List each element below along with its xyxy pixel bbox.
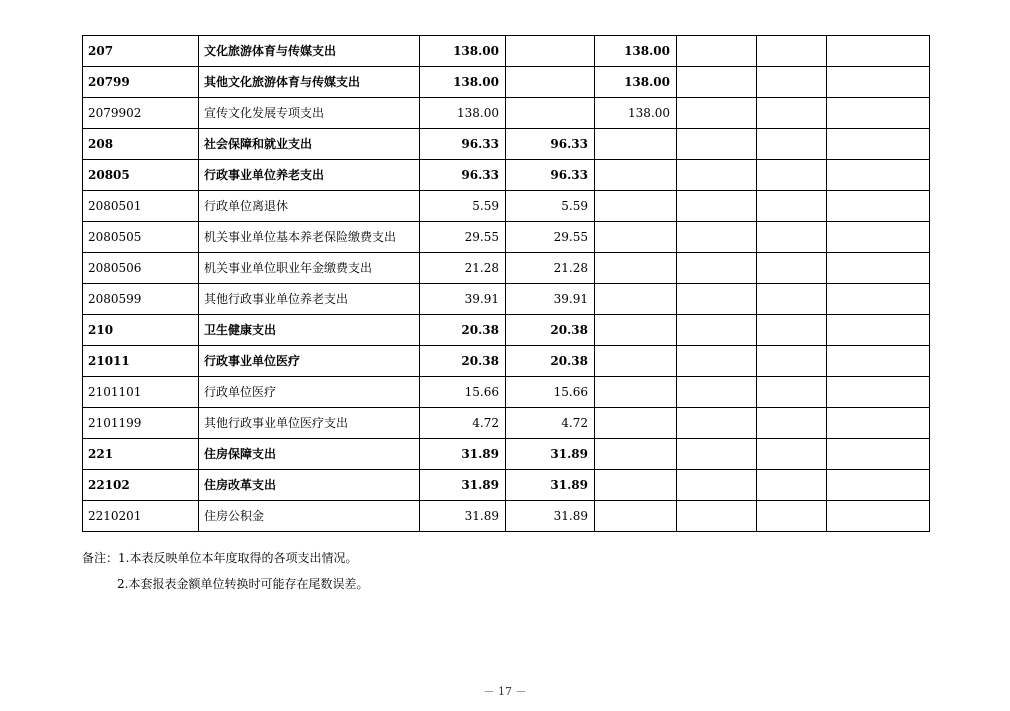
cell-col8 bbox=[827, 346, 930, 377]
cell-total: 31.89 bbox=[420, 470, 506, 501]
cell-code: 2210201 bbox=[83, 501, 199, 532]
cell-project bbox=[595, 377, 677, 408]
cell-total: 138.00 bbox=[420, 98, 506, 129]
cell-total: 20.38 bbox=[420, 346, 506, 377]
cell-name: 社会保障和就业支出 bbox=[199, 129, 420, 160]
cell-project bbox=[595, 191, 677, 222]
cell-col6 bbox=[677, 191, 757, 222]
page-number: － 17 － bbox=[483, 685, 527, 698]
cell-col7 bbox=[757, 222, 827, 253]
cell-project bbox=[595, 160, 677, 191]
table-row bbox=[83, 222, 930, 253]
cell-col8 bbox=[827, 160, 930, 191]
note-line-2: 2.本套报表金额单位转换时可能存在尾数误差。 bbox=[117, 577, 369, 591]
cell-name: 卫生健康支出 bbox=[199, 315, 420, 346]
cell-col7 bbox=[757, 284, 827, 315]
cell-col6 bbox=[677, 129, 757, 160]
cell-name: 其他文化旅游体育与传媒支出 bbox=[199, 67, 420, 98]
cell-basic bbox=[506, 36, 595, 67]
table-row bbox=[83, 346, 930, 377]
cell-project bbox=[595, 315, 677, 346]
cell-total: 29.55 bbox=[420, 222, 506, 253]
cell-name: 行政单位医疗 bbox=[199, 377, 420, 408]
table-row bbox=[83, 191, 930, 222]
cell-project bbox=[595, 439, 677, 470]
cell-col8 bbox=[827, 191, 930, 222]
cell-col6 bbox=[677, 160, 757, 191]
cell-code: 22102 bbox=[83, 470, 199, 501]
cell-col6 bbox=[677, 98, 757, 129]
cell-col7 bbox=[757, 253, 827, 284]
cell-project: 138.00 bbox=[595, 98, 677, 129]
cell-basic: 20.38 bbox=[506, 315, 595, 346]
cell-code: 210 bbox=[83, 315, 199, 346]
cell-col8 bbox=[827, 315, 930, 346]
cell-col6 bbox=[677, 222, 757, 253]
table-row bbox=[83, 470, 930, 501]
cell-basic: 20.38 bbox=[506, 346, 595, 377]
cell-code: 2079902 bbox=[83, 98, 199, 129]
cell-col6 bbox=[677, 439, 757, 470]
cell-code: 2080505 bbox=[83, 222, 199, 253]
cell-col6 bbox=[677, 346, 757, 377]
cell-col8 bbox=[827, 284, 930, 315]
cell-total: 4.72 bbox=[420, 408, 506, 439]
cell-name: 机关事业单位基本养老保险缴费支出 bbox=[199, 222, 420, 253]
cell-code: 20805 bbox=[83, 160, 199, 191]
cell-col7 bbox=[757, 408, 827, 439]
cell-code: 21011 bbox=[83, 346, 199, 377]
cell-col8 bbox=[827, 408, 930, 439]
cell-total: 15.66 bbox=[420, 377, 506, 408]
cell-col7 bbox=[757, 470, 827, 501]
cell-basic: 39.91 bbox=[506, 284, 595, 315]
cell-basic bbox=[506, 98, 595, 129]
cell-col8 bbox=[827, 98, 930, 129]
cell-total: 96.33 bbox=[420, 129, 506, 160]
cell-code: 2080506 bbox=[83, 253, 199, 284]
cell-col8 bbox=[827, 129, 930, 160]
cell-col7 bbox=[757, 67, 827, 98]
cell-basic: 4.72 bbox=[506, 408, 595, 439]
cell-col6 bbox=[677, 253, 757, 284]
cell-col8 bbox=[827, 222, 930, 253]
cell-col7 bbox=[757, 315, 827, 346]
cell-basic: 96.33 bbox=[506, 160, 595, 191]
table-row bbox=[83, 67, 930, 98]
cell-col7 bbox=[757, 439, 827, 470]
cell-basic: 31.89 bbox=[506, 470, 595, 501]
cell-col6 bbox=[677, 377, 757, 408]
cell-project bbox=[595, 222, 677, 253]
cell-col8 bbox=[827, 253, 930, 284]
cell-code: 20799 bbox=[83, 67, 199, 98]
cell-col7 bbox=[757, 191, 827, 222]
cell-basic: 31.89 bbox=[506, 439, 595, 470]
cell-col8 bbox=[827, 501, 930, 532]
expenditure-table bbox=[82, 35, 930, 532]
notes bbox=[82, 545, 368, 597]
cell-basic: 29.55 bbox=[506, 222, 595, 253]
cell-col8 bbox=[827, 36, 930, 67]
cell-basic: 31.89 bbox=[506, 501, 595, 532]
cell-total: 31.89 bbox=[420, 501, 506, 532]
table-row bbox=[83, 36, 930, 67]
cell-name: 文化旅游体育与传媒支出 bbox=[199, 36, 420, 67]
cell-code: 2101101 bbox=[83, 377, 199, 408]
cell-col7 bbox=[757, 377, 827, 408]
cell-col7 bbox=[757, 160, 827, 191]
cell-basic: 5.59 bbox=[506, 191, 595, 222]
cell-col7 bbox=[757, 36, 827, 67]
table-row bbox=[83, 98, 930, 129]
cell-col6 bbox=[677, 284, 757, 315]
cell-col6 bbox=[677, 67, 757, 98]
cell-code: 2080501 bbox=[83, 191, 199, 222]
cell-col8 bbox=[827, 470, 930, 501]
cell-name: 机关事业单位职业年金缴费支出 bbox=[199, 253, 420, 284]
cell-project bbox=[595, 346, 677, 377]
cell-col6 bbox=[677, 501, 757, 532]
cell-basic bbox=[506, 67, 595, 98]
cell-name: 住房公积金 bbox=[199, 501, 420, 532]
table-row bbox=[83, 129, 930, 160]
cell-col7 bbox=[757, 501, 827, 532]
cell-name: 行政事业单位养老支出 bbox=[199, 160, 420, 191]
table-body bbox=[83, 36, 930, 532]
cell-code: 221 bbox=[83, 439, 199, 470]
table-row bbox=[83, 377, 930, 408]
cell-col6 bbox=[677, 36, 757, 67]
cell-project bbox=[595, 408, 677, 439]
cell-name: 住房改革支出 bbox=[199, 470, 420, 501]
cell-col7 bbox=[757, 346, 827, 377]
cell-col6 bbox=[677, 470, 757, 501]
cell-total: 31.89 bbox=[420, 439, 506, 470]
cell-total: 39.91 bbox=[420, 284, 506, 315]
cell-project bbox=[595, 470, 677, 501]
cell-project: 138.00 bbox=[595, 67, 677, 98]
cell-total: 20.38 bbox=[420, 315, 506, 346]
cell-col6 bbox=[677, 408, 757, 439]
table-row bbox=[83, 408, 930, 439]
cell-total: 96.33 bbox=[420, 160, 506, 191]
cell-basic: 15.66 bbox=[506, 377, 595, 408]
cell-project bbox=[595, 284, 677, 315]
cell-project bbox=[595, 253, 677, 284]
note-line-1: 备注：1.本表反映单位本年度取得的各项支出情况。 bbox=[82, 551, 358, 565]
cell-code: 207 bbox=[83, 36, 199, 67]
cell-col8 bbox=[827, 377, 930, 408]
table-row bbox=[83, 315, 930, 346]
cell-name: 行政单位离退休 bbox=[199, 191, 420, 222]
cell-total: 138.00 bbox=[420, 67, 506, 98]
cell-code: 2080599 bbox=[83, 284, 199, 315]
cell-col6 bbox=[677, 315, 757, 346]
table-row bbox=[83, 501, 930, 532]
cell-project: 138.00 bbox=[595, 36, 677, 67]
cell-basic: 21.28 bbox=[506, 253, 595, 284]
table-row bbox=[83, 439, 930, 470]
table-row bbox=[83, 160, 930, 191]
cell-name: 宣传文化发展专项支出 bbox=[199, 98, 420, 129]
cell-name: 住房保障支出 bbox=[199, 439, 420, 470]
cell-col8 bbox=[827, 439, 930, 470]
cell-col8 bbox=[827, 67, 930, 98]
cell-total: 5.59 bbox=[420, 191, 506, 222]
cell-project bbox=[595, 501, 677, 532]
cell-basic: 96.33 bbox=[506, 129, 595, 160]
cell-total: 138.00 bbox=[420, 36, 506, 67]
cell-col7 bbox=[757, 98, 827, 129]
table-row bbox=[83, 253, 930, 284]
table-row bbox=[83, 284, 930, 315]
cell-code: 208 bbox=[83, 129, 199, 160]
cell-name: 其他行政事业单位医疗支出 bbox=[199, 408, 420, 439]
cell-code: 2101199 bbox=[83, 408, 199, 439]
cell-col7 bbox=[757, 129, 827, 160]
cell-total: 21.28 bbox=[420, 253, 506, 284]
cell-project bbox=[595, 129, 677, 160]
cell-name: 行政事业单位医疗 bbox=[199, 346, 420, 377]
cell-name: 其他行政事业单位养老支出 bbox=[199, 284, 420, 315]
